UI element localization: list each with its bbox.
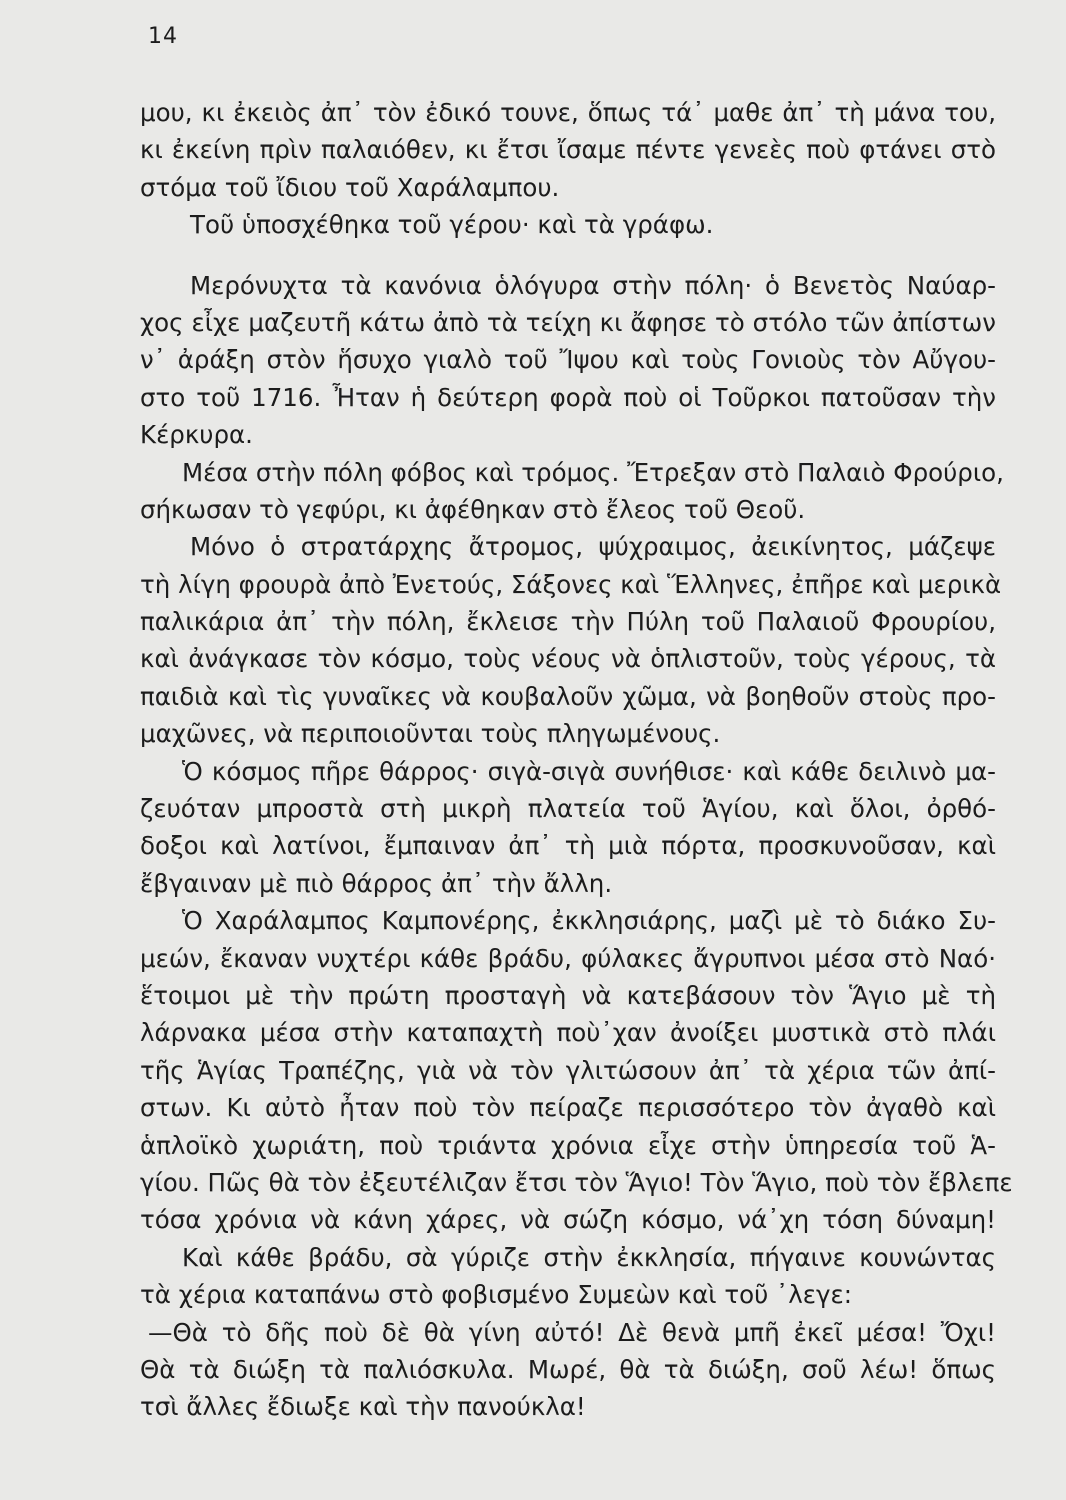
text-line: Ὁ κόσμος πῆρε θάρρος· σιγὰ-σιγὰ συνήθισε· καὶ κάθε δειλινὸ μα- (182, 756, 996, 786)
text-line: παιδιὰ καὶ τὶς γυναῖκες νὰ κουβαλοῦν χῶμα, νὰ βοηθοῦν στοὺς προ- (140, 681, 996, 711)
text-line: τὰ χέρια καταπάνω στὸ φοβισμένο Συμεὼν καὶ τοῦ ᾽λεγε: (140, 1280, 853, 1310)
text-line: παλικάρια ἀπ᾽ τὴν πόλη, ἔκλεισε τὴν Πύλη τοῦ Παλαιοῦ Φρουρίου, (140, 607, 996, 637)
text-line: μαχῶνες, νὰ περιποιοῦνται τοὺς πληγωμένους. (140, 719, 721, 749)
text-line: Θὰ τὰ διώξη τὰ παλιόσκυλα. Μωρέ, θὰ τὰ διώξη, σοῦ λέω! ὅπως (140, 1354, 996, 1384)
text-line: γίου. Πῶς θὰ τὸν ἐξευτέλιζαν ἔτσι τὸν Ἅγιο! Τὸν Ἅγιο, ποὺ τὸν ἔβλεπε (140, 1167, 1013, 1197)
text-line: Κέρκυρα. (140, 420, 253, 450)
text-line: χος εἶχε μαζευτῆ κάτω ἀπὸ τὰ τείχη κι ἄφησε τὸ στόλο τῶν ἀπίστων (140, 307, 996, 337)
text-line: καὶ ἀνάγκασε τὸν κόσμο, τοὺς νέους νὰ ὁπλιστοῦν, τοὺς γέρους, τὰ (140, 644, 996, 674)
body-text (140, 94, 1013, 1426)
page-number: 14 (148, 24, 178, 49)
text-line: Μόνο ὁ στρατάρχης ἄτρομος, ψύχραιμος, ἀεικίνητος, μάζεψε (190, 532, 996, 562)
text-line: μεών, ἔκαναν νυχτέρι κάθε βράδυ, φύλακες ἄγρυπνοι μέσα στὸ Ναό· (140, 943, 996, 973)
text-line: Μερόνυχτα τὰ κανόνια ὁλόγυρα στὴν πόλη· ὁ Βενετὸς Ναύαρ- (190, 270, 996, 300)
text-line: στων. Κι αὐτὸ ἦταν ποὺ τὸν πείραζε περισσότερο τὸν ἀγαθὸ καὶ (140, 1093, 996, 1123)
text-line: ἁπλοϊκὸ χωριάτη, ποὺ τριάντα χρόνια εἶχε στὴν ὑπηρεσία τοῦ Ἁ- (140, 1130, 996, 1160)
text-line: τόσα χρόνια νὰ κάνη χάρες, νὰ σώζη κόσμο, νά᾽χη τόση δύναμη! (140, 1205, 996, 1235)
text-line: ἕτοιμοι μὲ τὴν πρώτη προσταγὴ νὰ κατεβάσουν τὸν Ἅγιο μὲ τὴ (140, 980, 996, 1010)
text-line: λάρνακα μέσα στὴν καταπαχτὴ ποὺ᾽χαν ἀνοίξει μυστικὰ στὸ πλάι (140, 1018, 996, 1048)
text-line: Καὶ κάθε βράδυ, σὰ γύριζε στὴν ἐκκλησία, πήγαινε κουνώντας (182, 1242, 996, 1272)
text-line: ἔβγαιναν μὲ πιὸ θάρρος ἀπ᾽ τὴν ἄλλη. (140, 868, 613, 898)
text-line: Ὁ Χαράλαμπος Καμπονέρης, ἐκκλησιάρης, μαζὶ μὲ τὸ διάκο Συ- (182, 906, 996, 936)
text-line: Τοῦ ὑποσχέθηκα τοῦ γέρου· καὶ τὰ γράφω. (190, 210, 714, 240)
text-line: ν᾽ ἀράξη στὸν ἥσυχο γιαλὸ τοῦ Ἴψου καὶ τοὺς Γονιοὺς τὸν Αὔγου- (140, 345, 996, 375)
text-line: τσὶ ἄλλες ἔδιωξε καὶ τὴν πανούκλα! (140, 1392, 586, 1422)
text-line: τὴ λίγη φρουρὰ ἀπὸ Ἐνετούς, Σάξονες καὶ Ἕλληνες, ἐπῆρε καὶ μερικὰ (140, 569, 1002, 599)
text-line: κι ἐκείνη πρὶν παλαιόθεν, κι ἔτσι ἴσαμε πέντε γενεὲς ποὺ φτάνει στὸ (140, 135, 996, 165)
text-line: τῆς Ἁγίας Τραπέζης, γιὰ νὰ τὸν γλιτώσουν ἀπ᾽ τὰ χέρια τῶν ἀπί- (140, 1055, 996, 1085)
text-line: σήκωσαν τὸ γεφύρι, κι ἀφέθηκαν στὸ ἔλεος τοῦ Θεοῦ. (140, 494, 806, 524)
text-line: στο τοῦ 1716. Ἦταν ἡ δεύτερη φορὰ ποὺ οἱ Τοῦρκοι πατοῦσαν τὴν (140, 382, 996, 412)
text-line: Μέσα στὴν πόλη φόβος καὶ τρόμος. Ἔτρεξαν στὸ Παλαιὸ Φρούριο, (182, 457, 1004, 487)
text-line: μου, κι ἐκειὸς ἀπ᾽ τὸν ἐδικό τουνε, ὅπως τά᾽ μαθε ἀπ᾽ τὴ μάνα του, (140, 98, 996, 127)
text-line: στόμα τοῦ ἴδιου τοῦ Χαράλαμπου. (140, 172, 560, 202)
text-line: —Θὰ τὸ δῆς ποὺ δὲ θὰ γίνη αὐτό! Δὲ θενὰ μπῆ ἐκεῖ μέσα! Ὄχι! (148, 1317, 996, 1347)
text-line: δοξοι καὶ λατίνοι, ἔμπαιναν ἀπ᾽ τὴ μιὰ πόρτα, προσκυνοῦσαν, καὶ (140, 831, 996, 861)
text-line: ζευόταν μπροστὰ στὴ μικρὴ πλατεία τοῦ Ἁγίου, καὶ ὅλοι, ὀρθό- (140, 794, 996, 824)
